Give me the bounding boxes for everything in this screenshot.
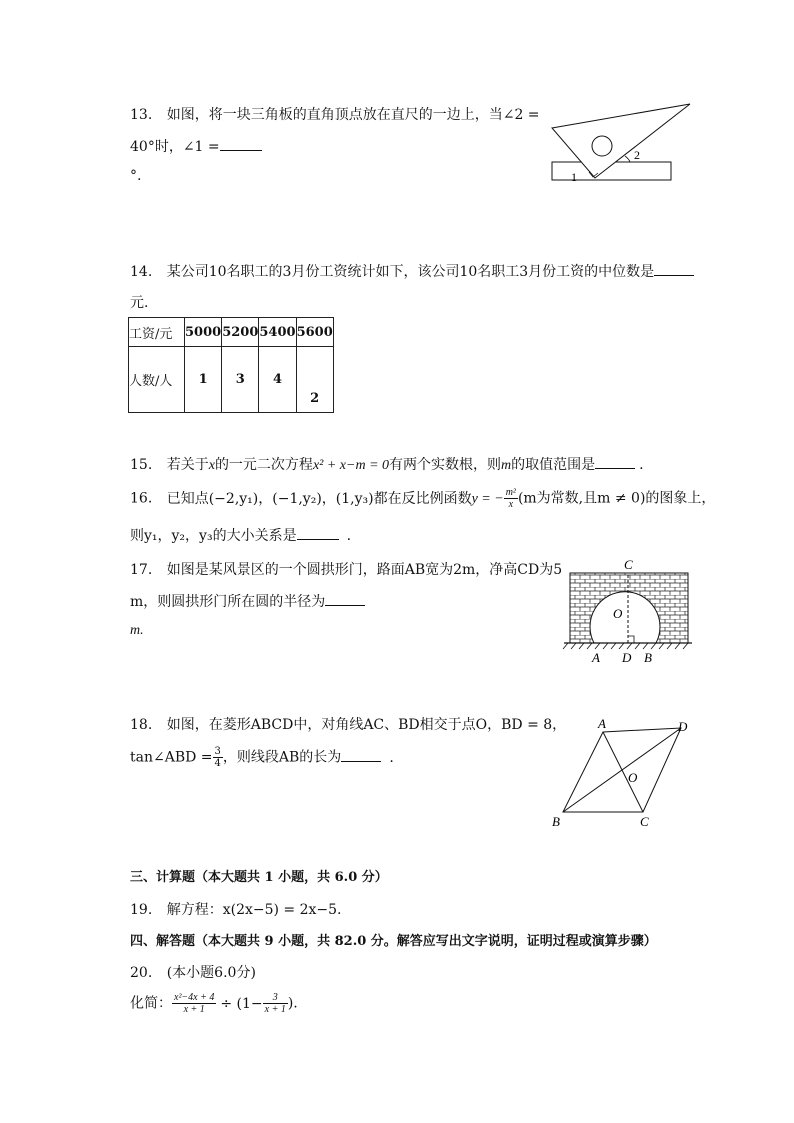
q20-text: (本小题6.0分) [166, 965, 256, 981]
vertex-label-a: A [598, 716, 606, 731]
q18-frac-den: 4 [214, 758, 221, 769]
q20-fraction-2 [263, 992, 288, 1015]
q20-simplify: 化简： [130, 995, 172, 1012]
q16-frac-den: x [508, 499, 514, 510]
q18-line1 [130, 714, 566, 734]
wage-cell: 5000 [185, 318, 222, 347]
wage-cell: 5400 [259, 318, 296, 347]
q17-text-line2: m，则圆拱形门所在圆的半径为 [130, 594, 326, 610]
angle2-arc [625, 156, 630, 162]
q18-line2 [130, 746, 394, 769]
vertex-label-d: D [678, 719, 688, 734]
point-label-d: D [622, 650, 632, 665]
count-cell: 2 [296, 347, 333, 413]
q13-figure [545, 98, 695, 188]
q20-fraction-1 [172, 992, 216, 1015]
q20-frac2-num: 3 [263, 992, 288, 1004]
q16-text-a: 已知点(−2,y₁)，(−1,y₂)，(1,y₃)都在反比例函数 [166, 490, 472, 507]
q17-line3: m. [130, 623, 144, 638]
q15-number: 15. [130, 457, 153, 473]
q17-line2 [130, 591, 365, 611]
q20-frac1-num: x²−4x + 4 [174, 992, 215, 1003]
q17-number: 17. [130, 562, 153, 578]
q13-line1 [130, 104, 540, 124]
q13-text-line1: 如图，将一块三角板的直角顶点放在直尺的一边上，当∠2 = [166, 107, 540, 123]
q14-number: 14. [130, 264, 153, 280]
angle-label-1: 1 [571, 170, 577, 184]
q20-line1 [130, 962, 256, 982]
q15-end: . [639, 457, 644, 473]
center-label-o: O [628, 770, 638, 785]
q18-text-b: ，则线段AB的长为 [222, 749, 342, 766]
q17-text-line1: 如图是某风景区的一个圆拱形门，路面AB宽为2m，净高CD为5 [166, 562, 563, 578]
q19-number: 19. [130, 902, 153, 918]
q15-text-a: 若关于 [166, 457, 209, 473]
wage-cell: 5200 [222, 318, 259, 347]
q15-var-m: m [501, 458, 512, 473]
count-cell: 1 [185, 347, 222, 413]
q15-text-d: 的取值范围是 [511, 457, 596, 473]
q16-number: 16. [130, 490, 153, 507]
count-header: 人数/人 [129, 347, 185, 413]
ground-hatch [563, 643, 688, 649]
q20-div: ÷ (1− [220, 995, 263, 1012]
q14-answer-blank[interactable] [654, 261, 694, 276]
point-label-b: B [644, 650, 652, 665]
q18-fraction [213, 746, 223, 769]
wage-header: 工资/元 [129, 318, 185, 347]
q16-end: . [346, 528, 352, 544]
point-label-a: A [592, 650, 600, 665]
q20-frac1-den: x + 1 [183, 1004, 205, 1015]
section4-title: 四、解答题（本大题共 9 小题，共 82.0 分。解答应写出文字说明，证明过程或演算步骤） [130, 934, 657, 949]
q20-number: 20. [130, 965, 153, 981]
point-label-o: O [613, 606, 623, 621]
table-row-wages [129, 318, 334, 347]
q18-figure [548, 714, 698, 832]
q16-text-b: (m为常数,且m ≠ 0)的图象上， [517, 490, 716, 507]
q18-tan: tan∠ABD = [130, 749, 213, 766]
q16-text-line2: 则y₁，y₂，y₃的大小关系是 [130, 528, 297, 544]
q14-line2: 元. [130, 295, 149, 311]
section3-title: 三、计算题（本大题共 1 小题，共 6.0 分） [130, 870, 388, 885]
q17-line1 [130, 559, 562, 579]
q20-line2 [130, 992, 298, 1015]
wage-table [128, 317, 334, 413]
count-cell: 3 [222, 347, 259, 413]
q20-frac2-den: x + 1 [264, 1004, 286, 1015]
q16-line1 [130, 487, 715, 510]
q20-end: ). [287, 995, 298, 1012]
q17-answer-blank[interactable] [325, 591, 365, 606]
q14-line1 [130, 261, 694, 281]
vertex-label-b: B [552, 814, 560, 829]
q15-text-c: 有两个实数根，则 [389, 457, 502, 473]
q15-text-b: 的一元二次方程 [214, 457, 313, 473]
wage-cell: 5600 [296, 318, 333, 347]
angle-label-2: 2 [634, 148, 640, 162]
q15-answer-blank[interactable] [595, 454, 635, 469]
q17-figure [560, 555, 696, 667]
q13-answer-blank[interactable] [220, 136, 262, 151]
q13-line3: °. [130, 168, 142, 184]
q18-end: . [389, 749, 394, 766]
q16-line2 [130, 525, 351, 545]
point-label-c: C [624, 557, 633, 572]
q16-func-lhs: y = − [471, 491, 504, 507]
q18-number: 18. [130, 717, 153, 733]
q19-text: 解方程：x(2x−5) = 2x−5. [166, 902, 342, 918]
q18-frac-num: 3 [214, 746, 221, 757]
q16-frac-num: m² [505, 487, 516, 498]
q16-fraction [504, 487, 518, 510]
q18-answer-blank[interactable] [341, 747, 381, 762]
diagonal-bd [563, 728, 681, 812]
q15-var-x: x [208, 458, 215, 473]
q13-number: 13. [130, 107, 153, 123]
q15-line [130, 454, 644, 474]
q18-text-line1: 如图，在菱形ABCD中，对角线AC、BD相交于点O，BD = 8， [166, 717, 567, 733]
triangle-ruler [552, 104, 690, 178]
q19-line [130, 899, 342, 919]
vertex-label-c: C [640, 814, 649, 829]
q15-equation: x² + x−m = 0 [312, 458, 390, 473]
table-row-counts [129, 347, 334, 413]
q16-answer-blank[interactable] [297, 525, 339, 540]
q13-text-line2: 40°时，∠1 = [130, 139, 220, 155]
count-cell: 4 [259, 347, 296, 413]
q13-line2 [130, 136, 262, 156]
q14-text-line1: 某公司10名职工的3月份工资统计如下，该公司10名职工3月份工资的中位数是 [166, 264, 655, 280]
